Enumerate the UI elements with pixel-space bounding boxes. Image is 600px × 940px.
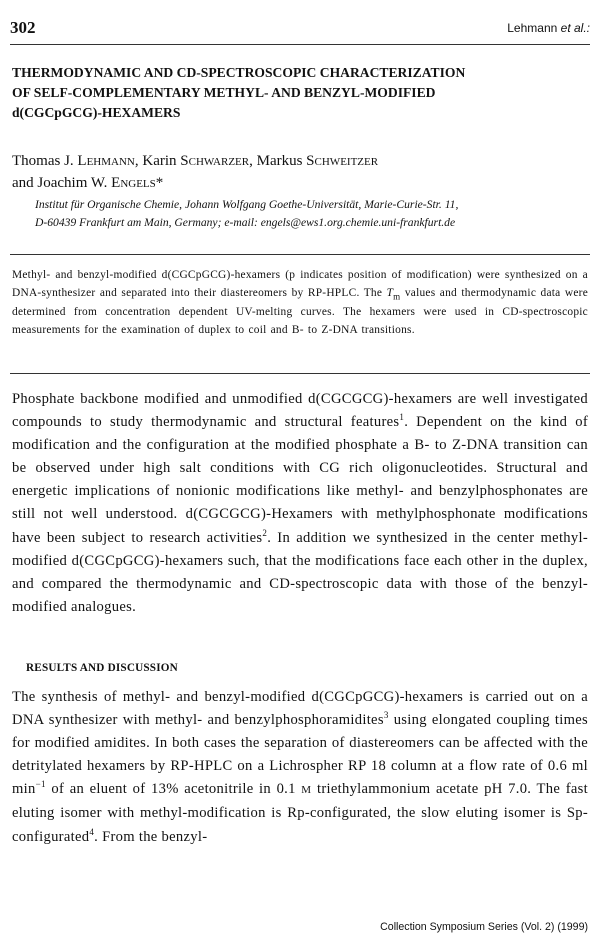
citation-1: 1	[399, 412, 405, 423]
corresponding-author-mark: *	[155, 175, 164, 191]
affiliation: Institut für Organische Chemie, Johann Wolfgang Goethe-Universität, Marie-Curie-Str. 11, D-60439 Frankfurt am Main, Germany; e-mail: engels@ews1.org.chemie.uni-frankfurt.de	[35, 198, 459, 229]
page-header	[10, 18, 590, 40]
abstract: Methyl- and benzyl-modified d(CGCpGCG)-hexamers (p indicates position of modification) were synthesized on a DNA-synthesizer and separated into their diastereomers by RP-HPLC. The $T_m$ values and thermodynamic data were determined from concentration dependent UV-melting curves. The hexamers were used in CD-spectroscopic measurements for the examination of duplex to coil and B- to Z-DNA transitions.	[12, 269, 588, 337]
article-title: THERMODYNAMIC AND CD-SPECTROSCOPIC CHARACTERIZATION OF SELF-COMPLEMENTARY METHYL- AND BENZYL-MODIFIED d(CGCpGCG)-HEXAMERS	[12, 65, 466, 120]
abstract-top-rule	[10, 254, 590, 255]
citation-2: 2	[262, 527, 268, 538]
page-footer: Collection Symposium Series (Vol. 2) (1999)	[380, 921, 588, 933]
running-head: Lehmann et al.:	[507, 21, 590, 35]
page-number: 302	[10, 18, 36, 37]
citation-4: 4	[89, 826, 95, 837]
abstract-bottom-rule	[10, 373, 590, 374]
header-rule	[10, 44, 590, 45]
author-list: Thomas J. Lehmann, Karin Schwarzer, Markus Schweitzer and Joachim W. Engels*	[12, 153, 379, 191]
introduction-paragraph: Phosphate backbone modified and unmodified d(CGCGCG)-hexamers are well investigated compounds to study thermodynamic and structural features$^1$. Dependent on the kind of modification and the configuration at the modified phosphate a B- to Z-DNA transition can be observed under high salt conditions with CG rich oligonucleotides. Structural and energetic implications of nonionic modifications like methyl- and benzylphosphonates are still not well understood. d(CGCGCG)-Hexamers with methylphosphonate modifications have been subject to research activities$^2$. In addition we synthesized in the center methyl-modified d(CGCpGCG)-hexamers such, that the modifications face each other in the duplex, and compared the thermodynamic and CD-spectroscopic data with those of the benzyl-modified analogues.	[12, 391, 589, 615]
citation-3: 3	[383, 710, 389, 721]
results-paragraph: The synthesis of methyl- and benzyl-modified d(CGCpGCG)-hexamers is carried out on a DNA synthesizer with methyl- and benzylphosphoramidites$^3$ using elongated coupling times for modified amidites. In both cases the separation of diastereomers can be affected with the detritylated hexamers by RP-HPLC on a Lichrospher RP 18 column at a flow rate of 0.6 ml $\min^{-1}$ of an eluent of 13% acetonitrile in 0.1 M triethylammonium acetate pH 7.0. The fast eluting isomer with methyl-modification is Rp-configurated, the slow eluting isomer is Sp-configurated$^4$. From the benzyl-	[12, 689, 589, 845]
section-heading: RESULTS AND DISCUSSION	[26, 662, 178, 674]
